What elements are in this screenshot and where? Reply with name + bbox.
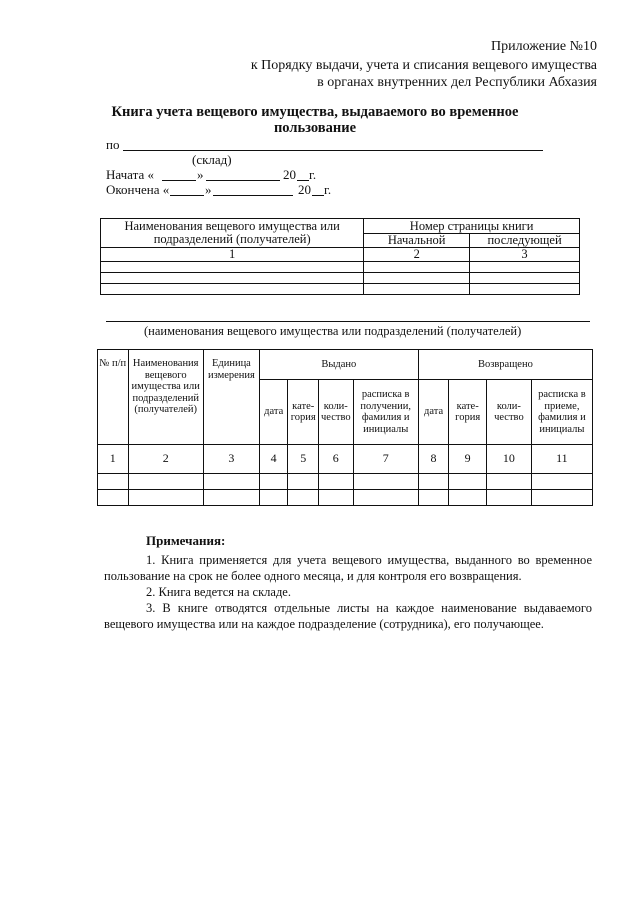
issued-date-header: дата [259, 380, 288, 445]
column-number: 7 [353, 445, 418, 474]
issue-ledger-table [97, 349, 593, 506]
note-paragraph-2: 2. Книга ведется на складе. [146, 585, 291, 599]
start-year-suffix: г. [309, 167, 317, 182]
end-quote-close: » [205, 182, 212, 197]
table-cell[interactable] [203, 490, 259, 506]
table-cell[interactable] [203, 474, 259, 490]
document-title: Книга учета вещевого имущества, выдаваемого во временное пользование [111, 104, 519, 136]
table-row [98, 474, 593, 490]
column-number: 3 [470, 248, 580, 262]
table-cell[interactable] [449, 490, 487, 506]
issued-category-header: кате-гория [288, 380, 319, 445]
column-number: 10 [487, 445, 532, 474]
annex-organization-line: в органах внутренних дел Республики Абхазия [317, 75, 597, 90]
table-cell[interactable] [353, 474, 418, 490]
column-number: 11 [531, 445, 592, 474]
table-cell[interactable] [470, 262, 580, 273]
warehouse-hint: (склад) [192, 152, 232, 167]
annex-reference-line: к Порядку выдачи, учета и списания вещевого имущества [250, 58, 597, 73]
start-page-header: Начальной [364, 234, 470, 248]
issued-receipt-header: расписка в получении, фамилия и инициалы [353, 380, 418, 445]
table-cell[interactable] [418, 474, 449, 490]
column-number: 2 [128, 445, 203, 474]
table-cell[interactable] [318, 490, 353, 506]
table-cell[interactable] [531, 490, 592, 506]
column-number-row [98, 445, 593, 474]
start-quote-close: » [197, 167, 204, 182]
table-cell[interactable] [449, 474, 487, 490]
end-label: Окончена « [106, 182, 170, 197]
column-number: 1 [101, 248, 364, 262]
start-year-line[interactable] [297, 180, 309, 181]
item-name-hint: (наименования вещевого имущества или подразделений (получателей) [144, 324, 522, 338]
table-row [101, 262, 580, 273]
item-name-header: Наименования вещевого имущества или подразделений (получателей) [128, 350, 203, 445]
page-number-header: Номер страницы книги [364, 219, 580, 234]
column-number-row [101, 248, 580, 262]
returned-date-header: дата [418, 380, 449, 445]
table-cell[interactable] [288, 474, 319, 490]
table-row [101, 273, 580, 284]
annex-number: Приложение №10 [491, 39, 597, 54]
column-number: 9 [449, 445, 487, 474]
end-month-line[interactable] [213, 195, 293, 196]
column-number: 5 [288, 445, 319, 474]
returned-quantity-header: коли-чество [487, 380, 532, 445]
table-cell[interactable] [288, 490, 319, 506]
table-row [101, 284, 580, 295]
table-cell[interactable] [128, 490, 203, 506]
po-label: по [106, 137, 120, 152]
row-number-header: № п/п [98, 350, 129, 445]
table-cell[interactable] [470, 284, 580, 295]
returned-receipt-header: расписка в приеме, фамилия и инициалы [531, 380, 592, 445]
end-year-line[interactable] [312, 195, 324, 196]
end-day-line[interactable] [170, 195, 204, 196]
start-label: Начата « [106, 167, 154, 182]
table-cell[interactable] [98, 490, 129, 506]
end-date-label [106, 182, 169, 198]
name-column-header: Наименования вещевого имущества или подразделений (получателей) [101, 219, 364, 248]
notes-body [104, 552, 592, 632]
item-name-input-line[interactable] [106, 321, 590, 322]
start-month-line[interactable] [206, 180, 280, 181]
table-cell[interactable] [128, 474, 203, 490]
column-number: 4 [259, 445, 288, 474]
table-cell[interactable] [487, 474, 532, 490]
table-cell[interactable] [318, 474, 353, 490]
table-cell[interactable] [259, 490, 288, 506]
page-index-table [100, 218, 580, 295]
column-number: 3 [203, 445, 259, 474]
start-year-prefix: 20 [283, 167, 296, 182]
table-cell[interactable] [101, 262, 364, 273]
table-cell[interactable] [531, 474, 592, 490]
column-number: 1 [98, 445, 129, 474]
table-cell[interactable] [364, 284, 470, 295]
note-paragraph-1: 1. Книга применяется для учета вещевого имущества, выданного во временное пользование на срок не более одного месяца, и для контроля его возвращения. [104, 553, 592, 583]
returned-header: Возвращено [418, 350, 592, 380]
start-date-label [106, 167, 154, 183]
column-number: 2 [364, 248, 470, 262]
next-page-header: последующей [470, 234, 580, 248]
warehouse-input-line[interactable] [123, 150, 543, 151]
table-cell[interactable] [101, 284, 364, 295]
column-number: 8 [418, 445, 449, 474]
issued-quantity-header: коли-чество [318, 380, 353, 445]
returned-category-header: кате-гория [449, 380, 487, 445]
table-row [98, 490, 593, 506]
end-year-suffix: г. [324, 182, 332, 197]
end-year-prefix: 20 [298, 182, 311, 197]
table-cell[interactable] [259, 474, 288, 490]
table-cell[interactable] [418, 490, 449, 506]
table-cell[interactable] [470, 273, 580, 284]
table-cell[interactable] [98, 474, 129, 490]
notes-title: Примечания: [146, 533, 226, 548]
start-day-line[interactable] [162, 180, 196, 181]
unit-header: Единица измерения [203, 350, 259, 445]
table-cell[interactable] [101, 273, 364, 284]
column-number: 6 [318, 445, 353, 474]
table-cell[interactable] [487, 490, 532, 506]
issued-header: Выдано [259, 350, 418, 380]
note-paragraph-3: 3. В книге отводятся отдельные листы на каждое наименование выдаваемого вещевого имущества или на каждое подразделение (сотрудника), его получающее. [104, 601, 592, 631]
table-cell[interactable] [364, 273, 470, 284]
table-cell[interactable] [353, 490, 418, 506]
table-cell[interactable] [364, 262, 470, 273]
